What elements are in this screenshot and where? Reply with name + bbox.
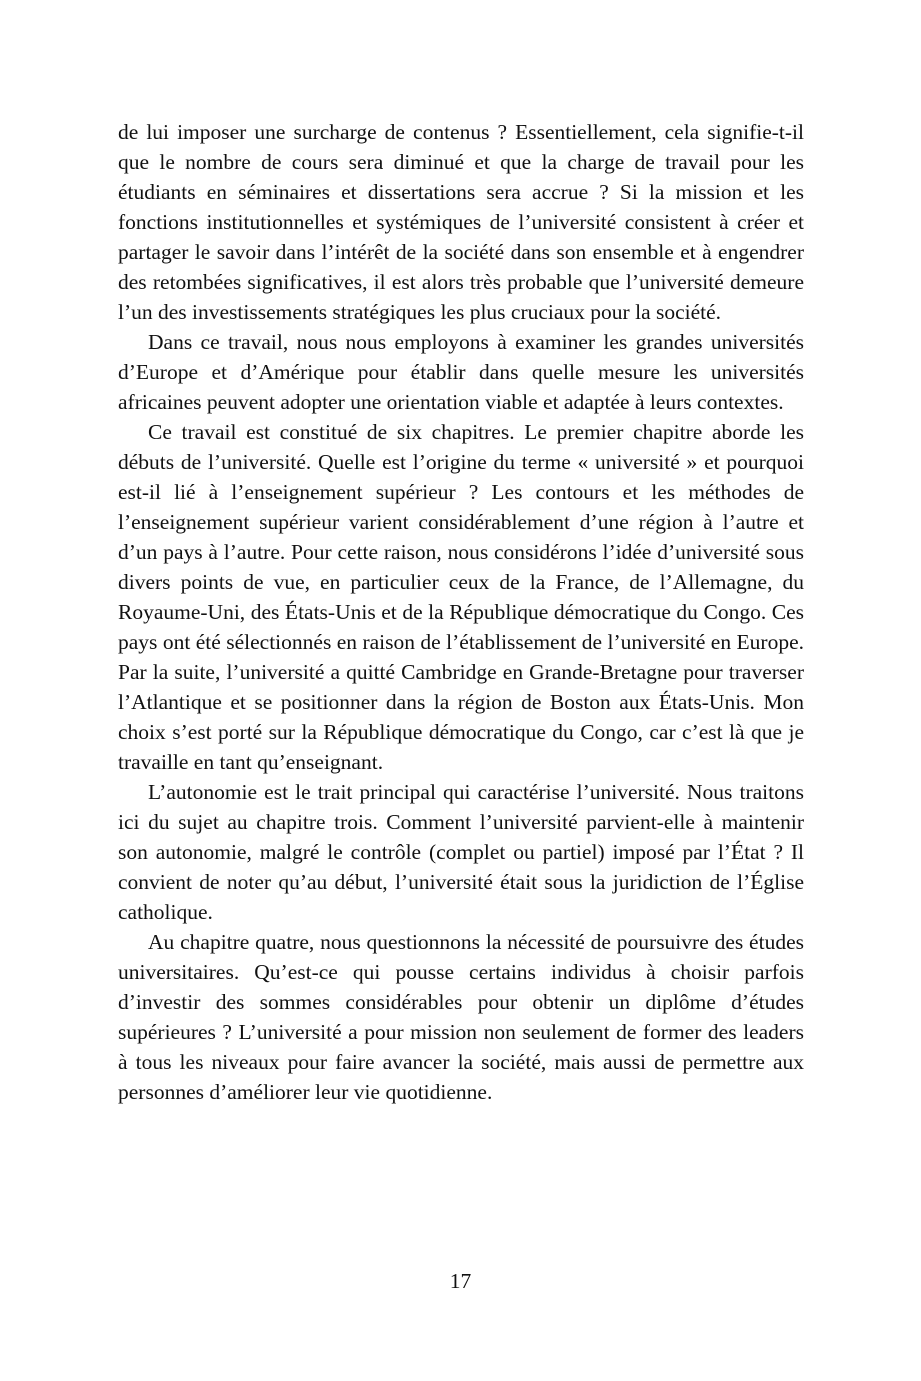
paragraph-continuation: de lui imposer une surcharge de contenus ? Essentiellement, cela signifie-t-il que le nombre de cours sera diminué et que la charge de travail pour les étudiants en séminaires et dissertations sera accrue ? Si la mission et les fonctions institutionnelles et systémiques de l’université consistent à créer et partager le savoir dans l’intérêt de la société dans son ensemble et à engendrer des retombées significatives, il est alors très probable que l’université demeure l’un des investissements stratégiques les plus cruciaux pour la société.	[118, 120, 804, 324]
paragraph: Dans ce travail, nous nous employons à examiner les grandes universités d’Europe et d’Amérique pour établir dans quelle mesure les universités africaines peuvent adopter une orientation viable et adaptée à leurs contextes.	[118, 330, 804, 414]
paragraph: L’autonomie est le trait principal qui caractérise l’université. Nous traitons ici du sujet au chapitre trois. Comment l’université parvient-elle à maintenir son autonomie, malgré le contrôle (complet ou partiel) imposé par l’État ? Il convient de noter qu’au début, l’université était sous la juridiction de l’Église catholique.	[118, 780, 804, 924]
paragraph: Ce travail est constitué de six chapitres. Le premier chapitre aborde les débuts de l’université. Quelle est l’origine du terme « université » et pourquoi est-il lié à l’enseignement supérieur ? Les contours et les méthodes de l’enseignement supérieur varient considérablement d’une région à l’autre et d’un pays à l’autre. Pour cette raison, nous considérons l’idée d’université sous divers points de vue, en particulier ceux de la France, de l’Allemagne, du Royaume-Uni, des États-Unis et de la République démocratique du Congo. Ces pays ont été sélectionnés en raison de l’établissement de l’université en Europe. Par la suite, l’université a quitté Cambridge en Grande-Bretagne pour traverser l’Atlantique et se positionner dans la région de Boston aux États-Unis. Mon choix s’est porté sur la République démocratique du Congo, car c’est là que je travaille en tant qu’enseignant.	[118, 420, 804, 774]
body-text	[118, 117, 804, 1107]
paragraph: Au chapitre quatre, nous questionnons la nécessité de poursuivre des études universitaires. Qu’est-ce qui pousse certains individus à choisir parfois d’investir des sommes considérables pour obtenir un diplôme d’études supérieures ? L’université a pour mission non seulement de former des leaders à tous les niveaux pour faire avancer la société, mais aussi de permettre aux personnes d’améliorer leur vie quotidienne.	[118, 930, 804, 1104]
page-number: 17	[449, 1269, 472, 1293]
